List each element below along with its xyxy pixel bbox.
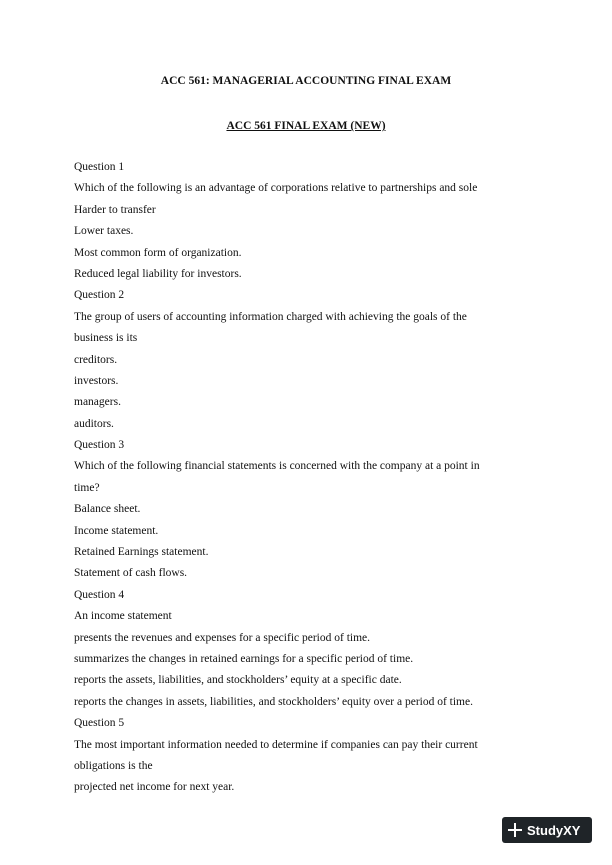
brand-label: StudyXY: [527, 822, 581, 838]
answer-option: summarizes the changes in retained earnings for a specific period of time.: [74, 652, 414, 665]
question-text: Which of the following is an advantage of corporations relative to partnerships and sole: [74, 182, 478, 195]
question-text: The most important information needed to determine if companies can pay their current: [74, 738, 478, 751]
question-heading: Question 5: [74, 717, 125, 730]
answer-option: Lower taxes.: [74, 225, 134, 238]
answer-option: investors.: [74, 374, 119, 387]
question-heading: Question 1: [74, 161, 125, 173]
answer-option: Statement of cash flows.: [74, 567, 188, 580]
answer-option: reports the changes in assets, liabilities, and stockholders’ equity over a period of time.: [74, 695, 473, 708]
answer-option: Income statement.: [74, 524, 159, 537]
question-text: Which of the following financial statements is concerned with the company at a point in: [74, 460, 480, 473]
question-text: obligations is the: [74, 759, 153, 772]
answer-option: presents the revenues and expenses for a specific period of time.: [74, 631, 371, 644]
question-text: business is its: [74, 332, 138, 345]
document-title: ACC 561: MANAGERIAL ACCOUNTING FINAL EXAM: [160, 75, 452, 87]
question-heading: Question 4: [74, 588, 125, 601]
answer-option: Balance sheet.: [74, 503, 141, 516]
question-text: An income statement: [74, 610, 172, 623]
question-text: time?: [74, 481, 100, 494]
answer-option: projected net income for next year.: [74, 781, 235, 794]
plus-cross-icon: [508, 823, 522, 837]
answer-option: managers.: [74, 396, 121, 409]
document-subtitle: ACC 561 FINAL EXAM (NEW): [226, 120, 386, 132]
answer-option: Reduced legal liability for investors.: [74, 267, 242, 280]
studyxy-badge[interactable]: [502, 817, 592, 843]
answer-option: reports the assets, liabilities, and stockholders’ equity at a specific date.: [74, 674, 402, 687]
document-body: [74, 157, 544, 799]
question-heading: Question 2: [74, 289, 125, 302]
answer-option: Harder to transfer: [74, 203, 156, 216]
answer-option: auditors.: [74, 417, 114, 430]
question-heading: Question 3: [74, 439, 125, 452]
question-text: The group of users of accounting information charged with achieving the goals of the: [74, 310, 467, 323]
answer-option: Most common form of organization.: [74, 246, 242, 259]
answer-option: Retained Earnings statement.: [74, 546, 209, 559]
answer-option: creditors.: [74, 353, 118, 366]
